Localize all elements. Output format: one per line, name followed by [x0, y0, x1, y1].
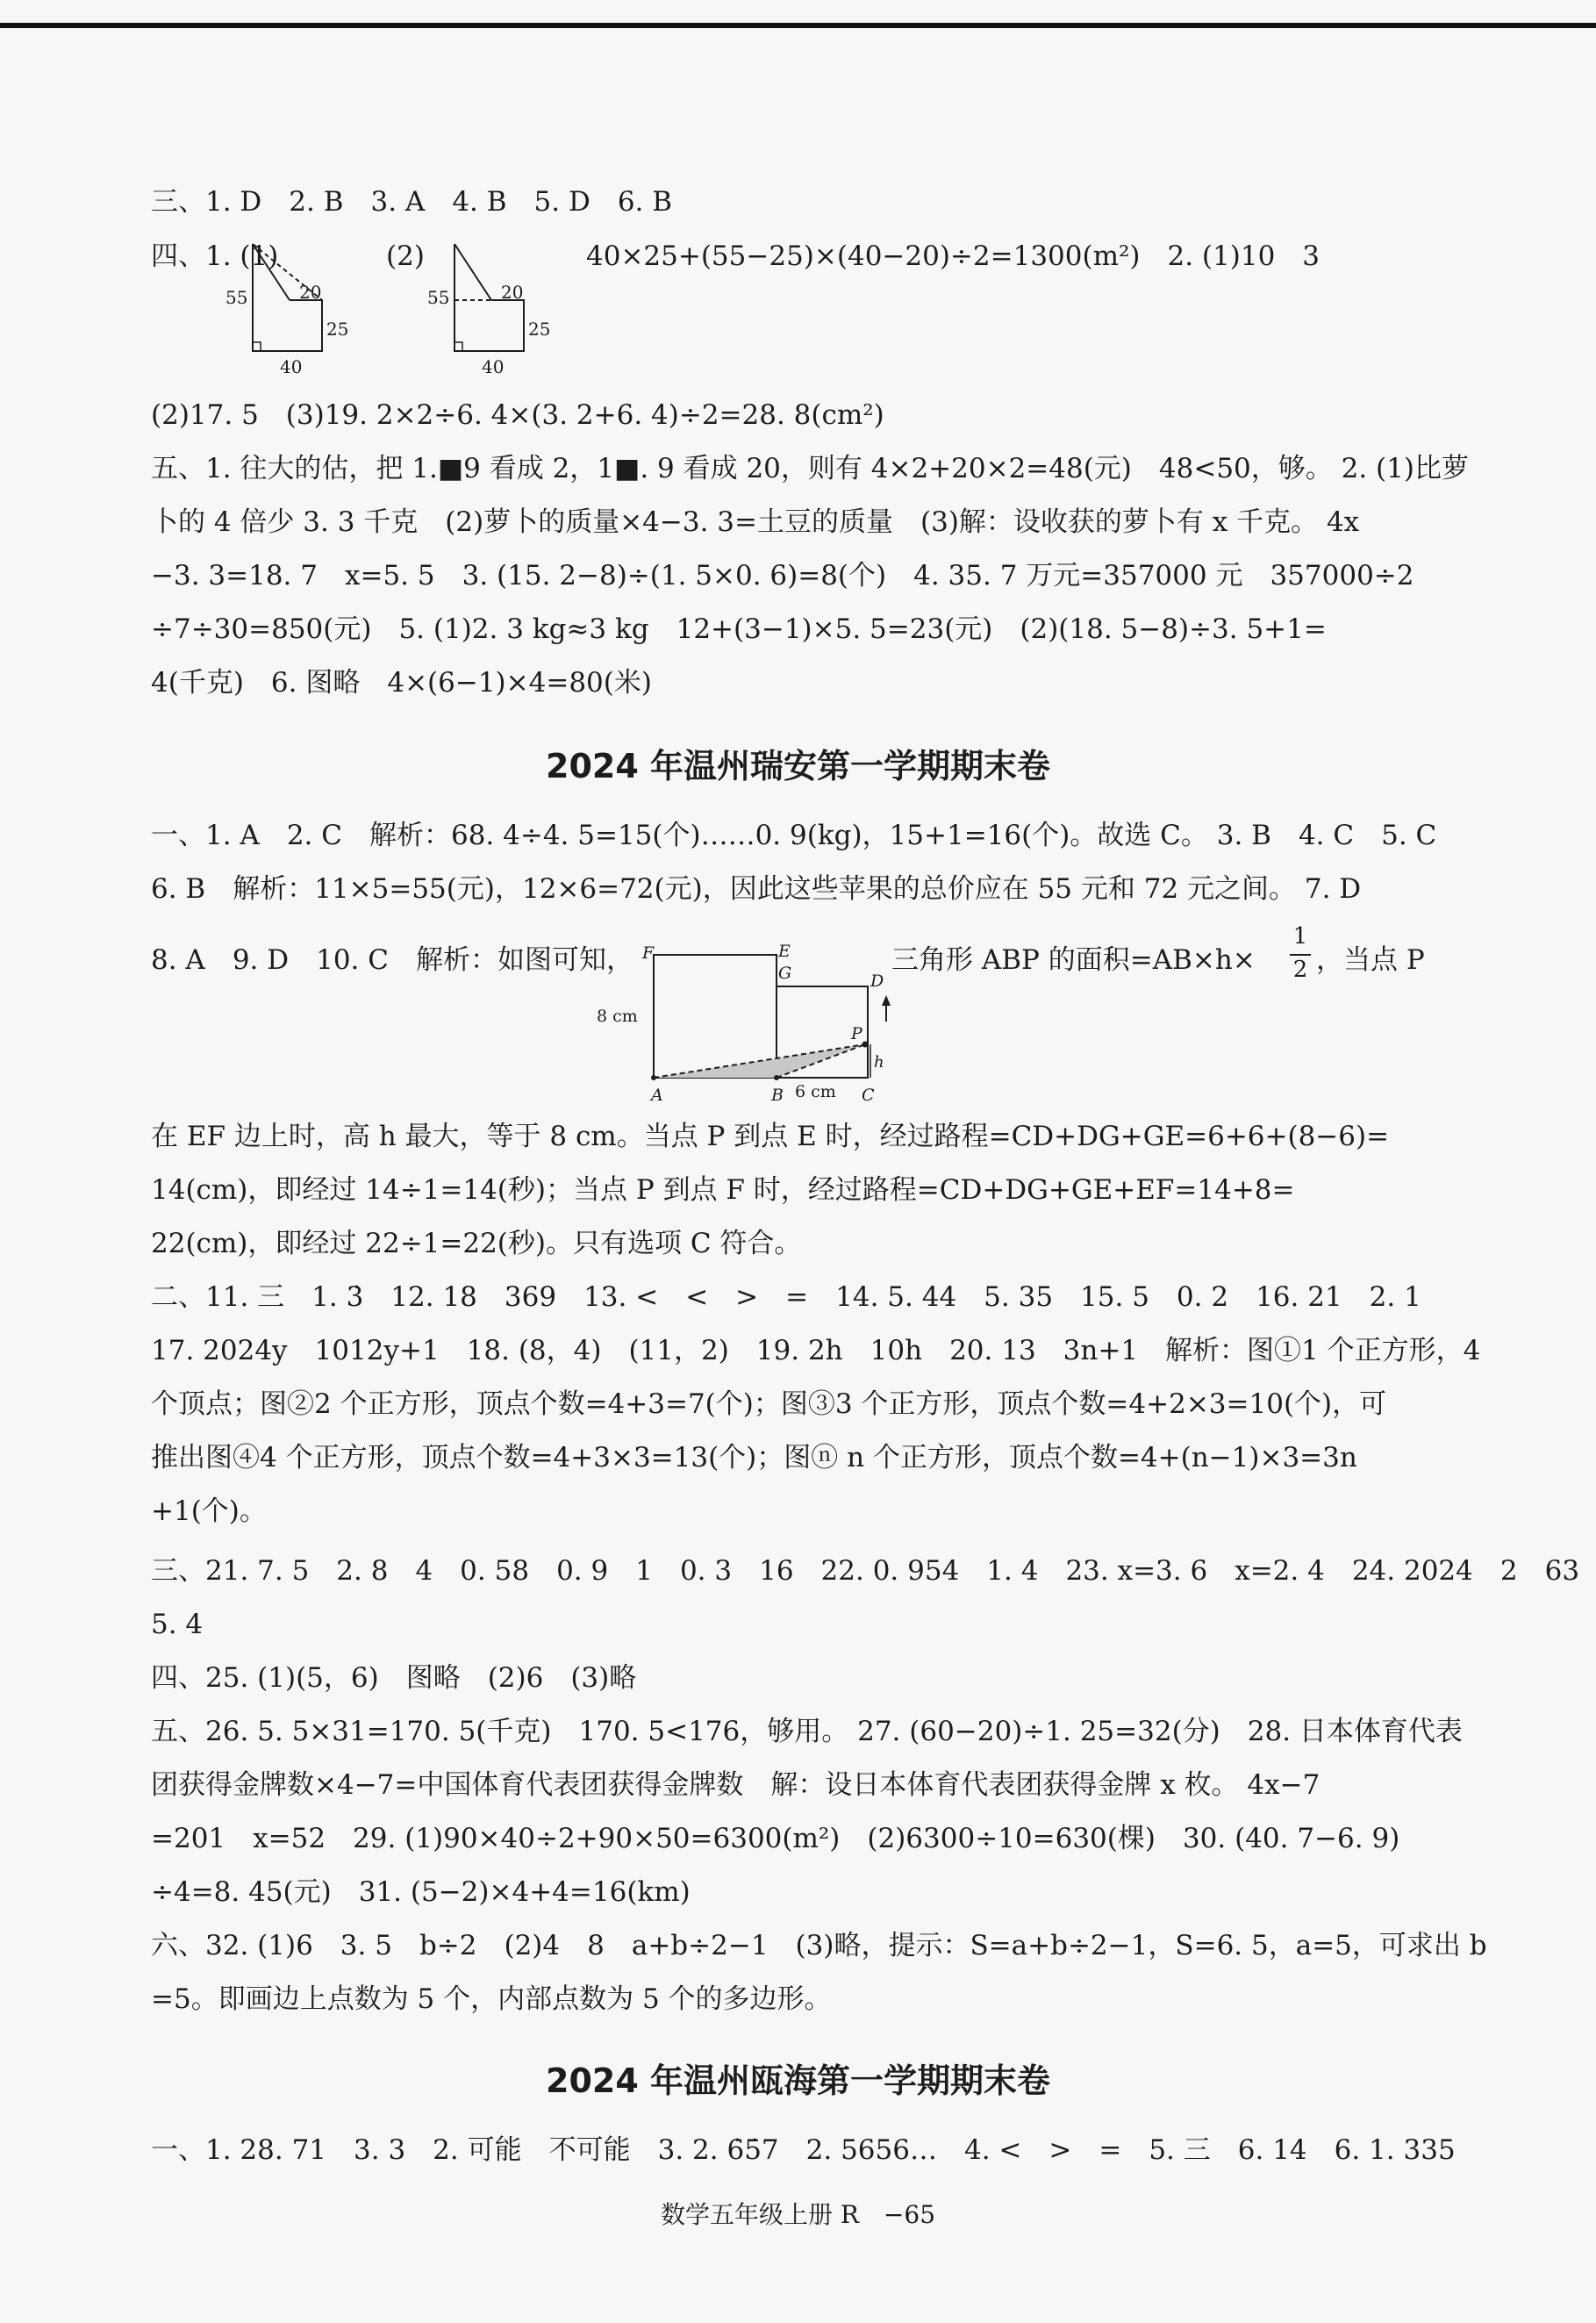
exam1-line-16: 团获得金牌数×4−7=中国体育代表团获得金牌数 解：设日本体育代表团获得金牌 x 枚。 4x−7 — [151, 1769, 1320, 1801]
trap2-left-label: 55 — [427, 287, 450, 308]
trap2-right-label: 25 — [528, 319, 551, 340]
trap2-top-label: 20 — [501, 282, 524, 303]
answer-line-s4b: (2)17. 5 (3)19. 2×2÷6. 4×(3. 2+6. 4)÷2=28. 8(cm²) — [151, 399, 884, 431]
exam1-line-11: +1(个)。 — [151, 1495, 267, 1527]
answer-line-s5-5: 4(千克) 6. 图略 4×(6−1)×4=80(米) — [151, 667, 652, 699]
section-title-ruian: 2024 年温州瑞安第一学期期末卷 — [546, 747, 1050, 785]
exam1-line-3b: 三角形 ABP 的面积=AB×h× — [891, 944, 1256, 976]
exam1-line-1: 一、1. A 2. C 解析：68. 4÷4. 5=15(个)……0. 9(kg)，15+1=16(个)。故选 C。 3. B 4. C 5. C — [151, 820, 1437, 851]
answer-line-s5-1: 五、1. 往大的估，把 1.■9 看成 2，1■. 9 看成 20，则有 4×2+20×2=48(元) 48<50，够。 2. (1)比萝 — [151, 453, 1469, 484]
fig-label-h: h — [874, 1053, 884, 1072]
exam1-line-6: 22(cm)，即经过 22÷1=22(秒)。只有选项 C 符合。 — [151, 1228, 802, 1259]
trapezoid-figure-1 — [224, 239, 364, 379]
answer-line-s5-3: −3. 3=18. 7 x=5. 5 3. (15. 2−8)÷(1. 5×0. 6)=8(个) 4. 35. 7 万元=357000 元 357000÷2 — [151, 560, 1414, 592]
exam1-line-17: =201 x=52 29. (1)90×40÷2+90×50=6300(m²) (2)6300÷10=630(棵) 30. (40. 7−6. 9) — [151, 1823, 1400, 1854]
trapezoid-figure-2 — [426, 239, 566, 379]
fig-label-G: G — [778, 964, 792, 983]
exam1-line-12: 三、21. 7. 5 2. 8 4 0. 58 0. 9 1 0. 3 16 22. 0. 954 1. 4 23. x=3. 6 x=2. 4 24. 2024 2 63 — [151, 1555, 1580, 1587]
fig-label-P: P — [851, 1024, 862, 1043]
exam1-line-5: 14(cm)，即经过 14÷1=14(秒)；当点 P 到点 F 时，经过路程=CD+DG+GE+EF=14+8= — [151, 1174, 1295, 1206]
geometry-figure-abp — [597, 941, 913, 1108]
exam1-line-3c: ，当点 P — [1316, 944, 1425, 976]
exam1-line-7: 二、11. 三 1. 3̇ 12. 18 369 13. < < > = 14. 5. 44 5. 35 15. 5 0. 2 16. 21 2. 1 — [151, 1281, 1421, 1313]
section-title-ouhai: 2024 年温州瓯海第一学期期末卷 — [546, 2061, 1050, 2100]
trap1-top-label: 20 — [299, 282, 322, 303]
exam1-line-8: 17. 2024y 1012y+1 18. (8，4) (11，2) 19. 2h 10h 20. 13 3n+1 解析：图①1 个正方形，4 — [151, 1335, 1481, 1366]
fig-label-C: C — [862, 1086, 875, 1105]
answer-line-s5-2: 卜的 4 倍少 3. 3 千克 (2)萝卜的质量×4−3. 3=土豆的质量 (3)解：设收获的萝卜有 x 千克。 4x — [151, 506, 1360, 538]
exam1-line-2: 6. B 解析：11×5=55(元)，12×6=72(元)，因此这些苹果的总价应在 55 元和 72 元之间。 7. D — [151, 873, 1362, 905]
fig-label-F: F — [642, 943, 655, 963]
fraction-numerator: 1 — [1292, 923, 1308, 950]
answer-line-s4-label1: 四、1. (1) — [151, 240, 279, 272]
trap1-right-label: 25 — [326, 319, 349, 340]
answer-line-s4-label2: (2) — [386, 240, 425, 272]
trap2-bottom-label: 40 — [482, 356, 505, 377]
exam1-line-15: 五、26. 5. 5×31=170. 5(千克) 170. 5<176，够用。 27. (60−20)÷1. 25=32(分) 28. 日本体育代表 — [151, 1716, 1463, 1747]
exam1-line-19: 六、32. (1)6 3. 5 b÷2 (2)4 8 a+b÷2−1 (3)略，提示：S=a+b÷2−1，S=6. 5，a=5，可求出 b — [151, 1930, 1487, 1961]
exam1-line-9: 个顶点；图②2 个正方形，顶点个数=4+3=7(个)；图③3 个正方形，顶点个数=4+2×3=10(个)，可 — [151, 1388, 1387, 1420]
answer-line-s4-formula: 40×25+(55−25)×(40−20)÷2=1300(m²) 2. (1)10 3 — [586, 240, 1320, 272]
exam1-line-14: 四、25. (1)(5，6) 图略 (2)6 (3)略 — [151, 1662, 637, 1694]
fraction-bar — [1290, 954, 1311, 956]
exam1-line-3a: 8. A 9. D 10. C 解析：如图可知， — [151, 944, 633, 976]
fraction-denominator: 2 — [1292, 957, 1308, 983]
trap1-left-label: 55 — [225, 287, 248, 308]
fig-label-B: B — [771, 1086, 784, 1105]
exam1-line-10: 推出图④4 个正方形，顶点个数=4+3×3=13(个)；图ⓝ n 个正方形，顶点个数=4+(n−1)×3=3n — [151, 1442, 1357, 1473]
exam1-line-20: =5。即画边上点数为 5 个，内部点数为 5 个的多边形。 — [151, 1983, 832, 2015]
trap1-bottom-label: 40 — [280, 356, 303, 377]
fig-width-label: 6 cm — [795, 1082, 836, 1101]
exam2-line-1: 一、1. 28. 71 3. 3 2. 可能 不可能 3. 2. 6̇5̇7 2. 5656… 4. < > = 5. 三 6. 14 6. 1. 335 — [151, 2134, 1456, 2166]
exam1-line-18: ÷4=8. 45(元) 31. (5−2)×4+4=16(km) — [151, 1876, 691, 1908]
top-rule — [0, 23, 1596, 28]
fig-label-D: D — [870, 972, 884, 991]
exam1-line-13: 5. 4 — [151, 1609, 204, 1640]
answer-line-s5-4: ÷7÷30=850(元) 5. (1)2. 3 kg≈3 kg 12+(3−1)×5. 5=23(元) (2)(18. 5−8)÷3. 5+1= — [151, 613, 1327, 645]
fig-height-label: 8 cm — [597, 1007, 638, 1026]
exam1-line-4: 在 EF 边上时，高 h 最大，等于 8 cm。当点 P 到点 E 时，经过路程=CD+DG+GE=6+6+(8−6)= — [151, 1121, 1390, 1152]
answer-line-s3: 三、1. D 2. B 3. A 4. B 5. D 6. B — [151, 186, 673, 218]
fig-label-E: E — [778, 942, 791, 961]
fig-label-A: A — [651, 1086, 663, 1105]
page-footer: 数学五年级上册 R −65 — [660, 2200, 936, 2229]
